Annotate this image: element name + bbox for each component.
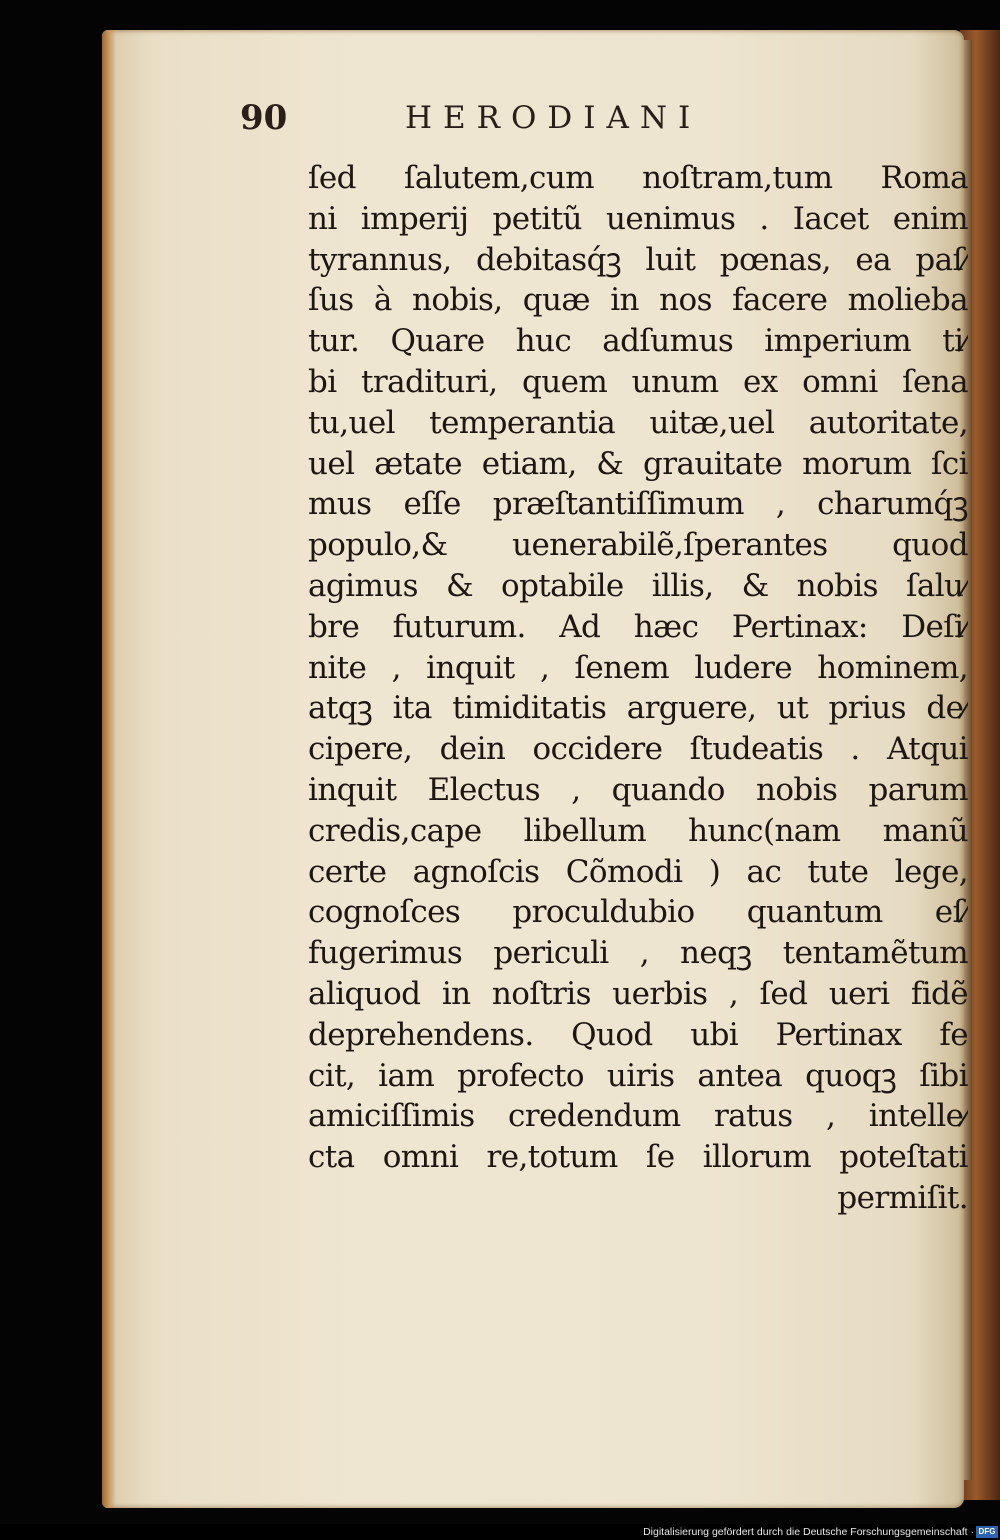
text-line: agimus & optabile illis, & nobis ſalu⁄ xyxy=(308,567,968,604)
page-number: 90 xyxy=(240,98,288,138)
text-line: cit, iam profecto uiris antea quoqꝫ ſibi xyxy=(308,1057,968,1094)
text-line: ſus à nobis, quæ in nos facere molieba xyxy=(308,282,968,319)
text-line: mus eſſe præſtantiſſimum , charumq́ꝫ xyxy=(308,486,968,523)
text-line: ſed ſalutem,cum noſtram,tum Roma xyxy=(308,160,968,196)
text-line: inquit Electus , quando nobis parum xyxy=(308,771,968,808)
footer-bar xyxy=(0,1524,1000,1540)
text-line: credis,cape libellum hunc(nam manũ xyxy=(308,812,968,849)
text-line: uel ætate etiam, & grauitate morum ſci xyxy=(308,445,968,482)
text-line: tyrannus, debitasq́ꝫ luit pœnas, ea paſ⁄ xyxy=(308,241,968,278)
text-line: bi tradituri, quem unum ex omni ſena xyxy=(308,363,968,400)
text-line: cta omni re,totum ſe illorum poteſtati xyxy=(308,1139,968,1176)
text-line: atqꝫ ita timiditatis arguere, ut prius de⁄ xyxy=(308,690,968,727)
text-line: cognoſces proculdubio quantum eſ⁄ xyxy=(308,894,968,931)
text-line: aliquod in noſtris uerbis , ſed ueri fidẽ xyxy=(308,975,968,1012)
text-line: nite , inquit , ſenem ludere hominem, xyxy=(308,649,968,686)
text-line: fugerimus periculi , neqꝫ tentamẽtum xyxy=(308,935,968,972)
running-title: HERODIANI xyxy=(405,100,702,136)
text-line: tur. Quare huc adſumus imperium ti⁄ xyxy=(308,323,968,360)
text-line: certe agnoſcis Cõmodi ) ac tute lege, xyxy=(308,853,968,890)
body-text xyxy=(308,158,968,1219)
text-line-catchword: permiſit. xyxy=(837,1179,968,1216)
text-line: ni imperij petitũ uenimus . Iacet enim xyxy=(308,200,968,237)
text-line: bre futurum. Ad hæc Pertinax: Deſi⁄ xyxy=(308,608,968,645)
text-line: populo,& uenerabilẽ,ſperantes quod xyxy=(308,527,968,564)
running-head xyxy=(240,98,940,148)
text-line: cipere, dein occidere ſtudeatis . Atqui xyxy=(308,731,968,768)
funding-credit: Digitalisierung gefördert durch die Deutsche Forschungsgemeinschaft · xyxy=(643,1526,974,1538)
text-line: tu,uel temperantia uitæ,uel autoritate, xyxy=(308,404,968,441)
dfg-logo-icon: DFG xyxy=(976,1526,998,1538)
text-line: amiciſſimis credendum ratus , intelle⁄ xyxy=(308,1098,968,1135)
text-line: deprehendens. Quod ubi Pertinax fe xyxy=(308,1016,968,1053)
